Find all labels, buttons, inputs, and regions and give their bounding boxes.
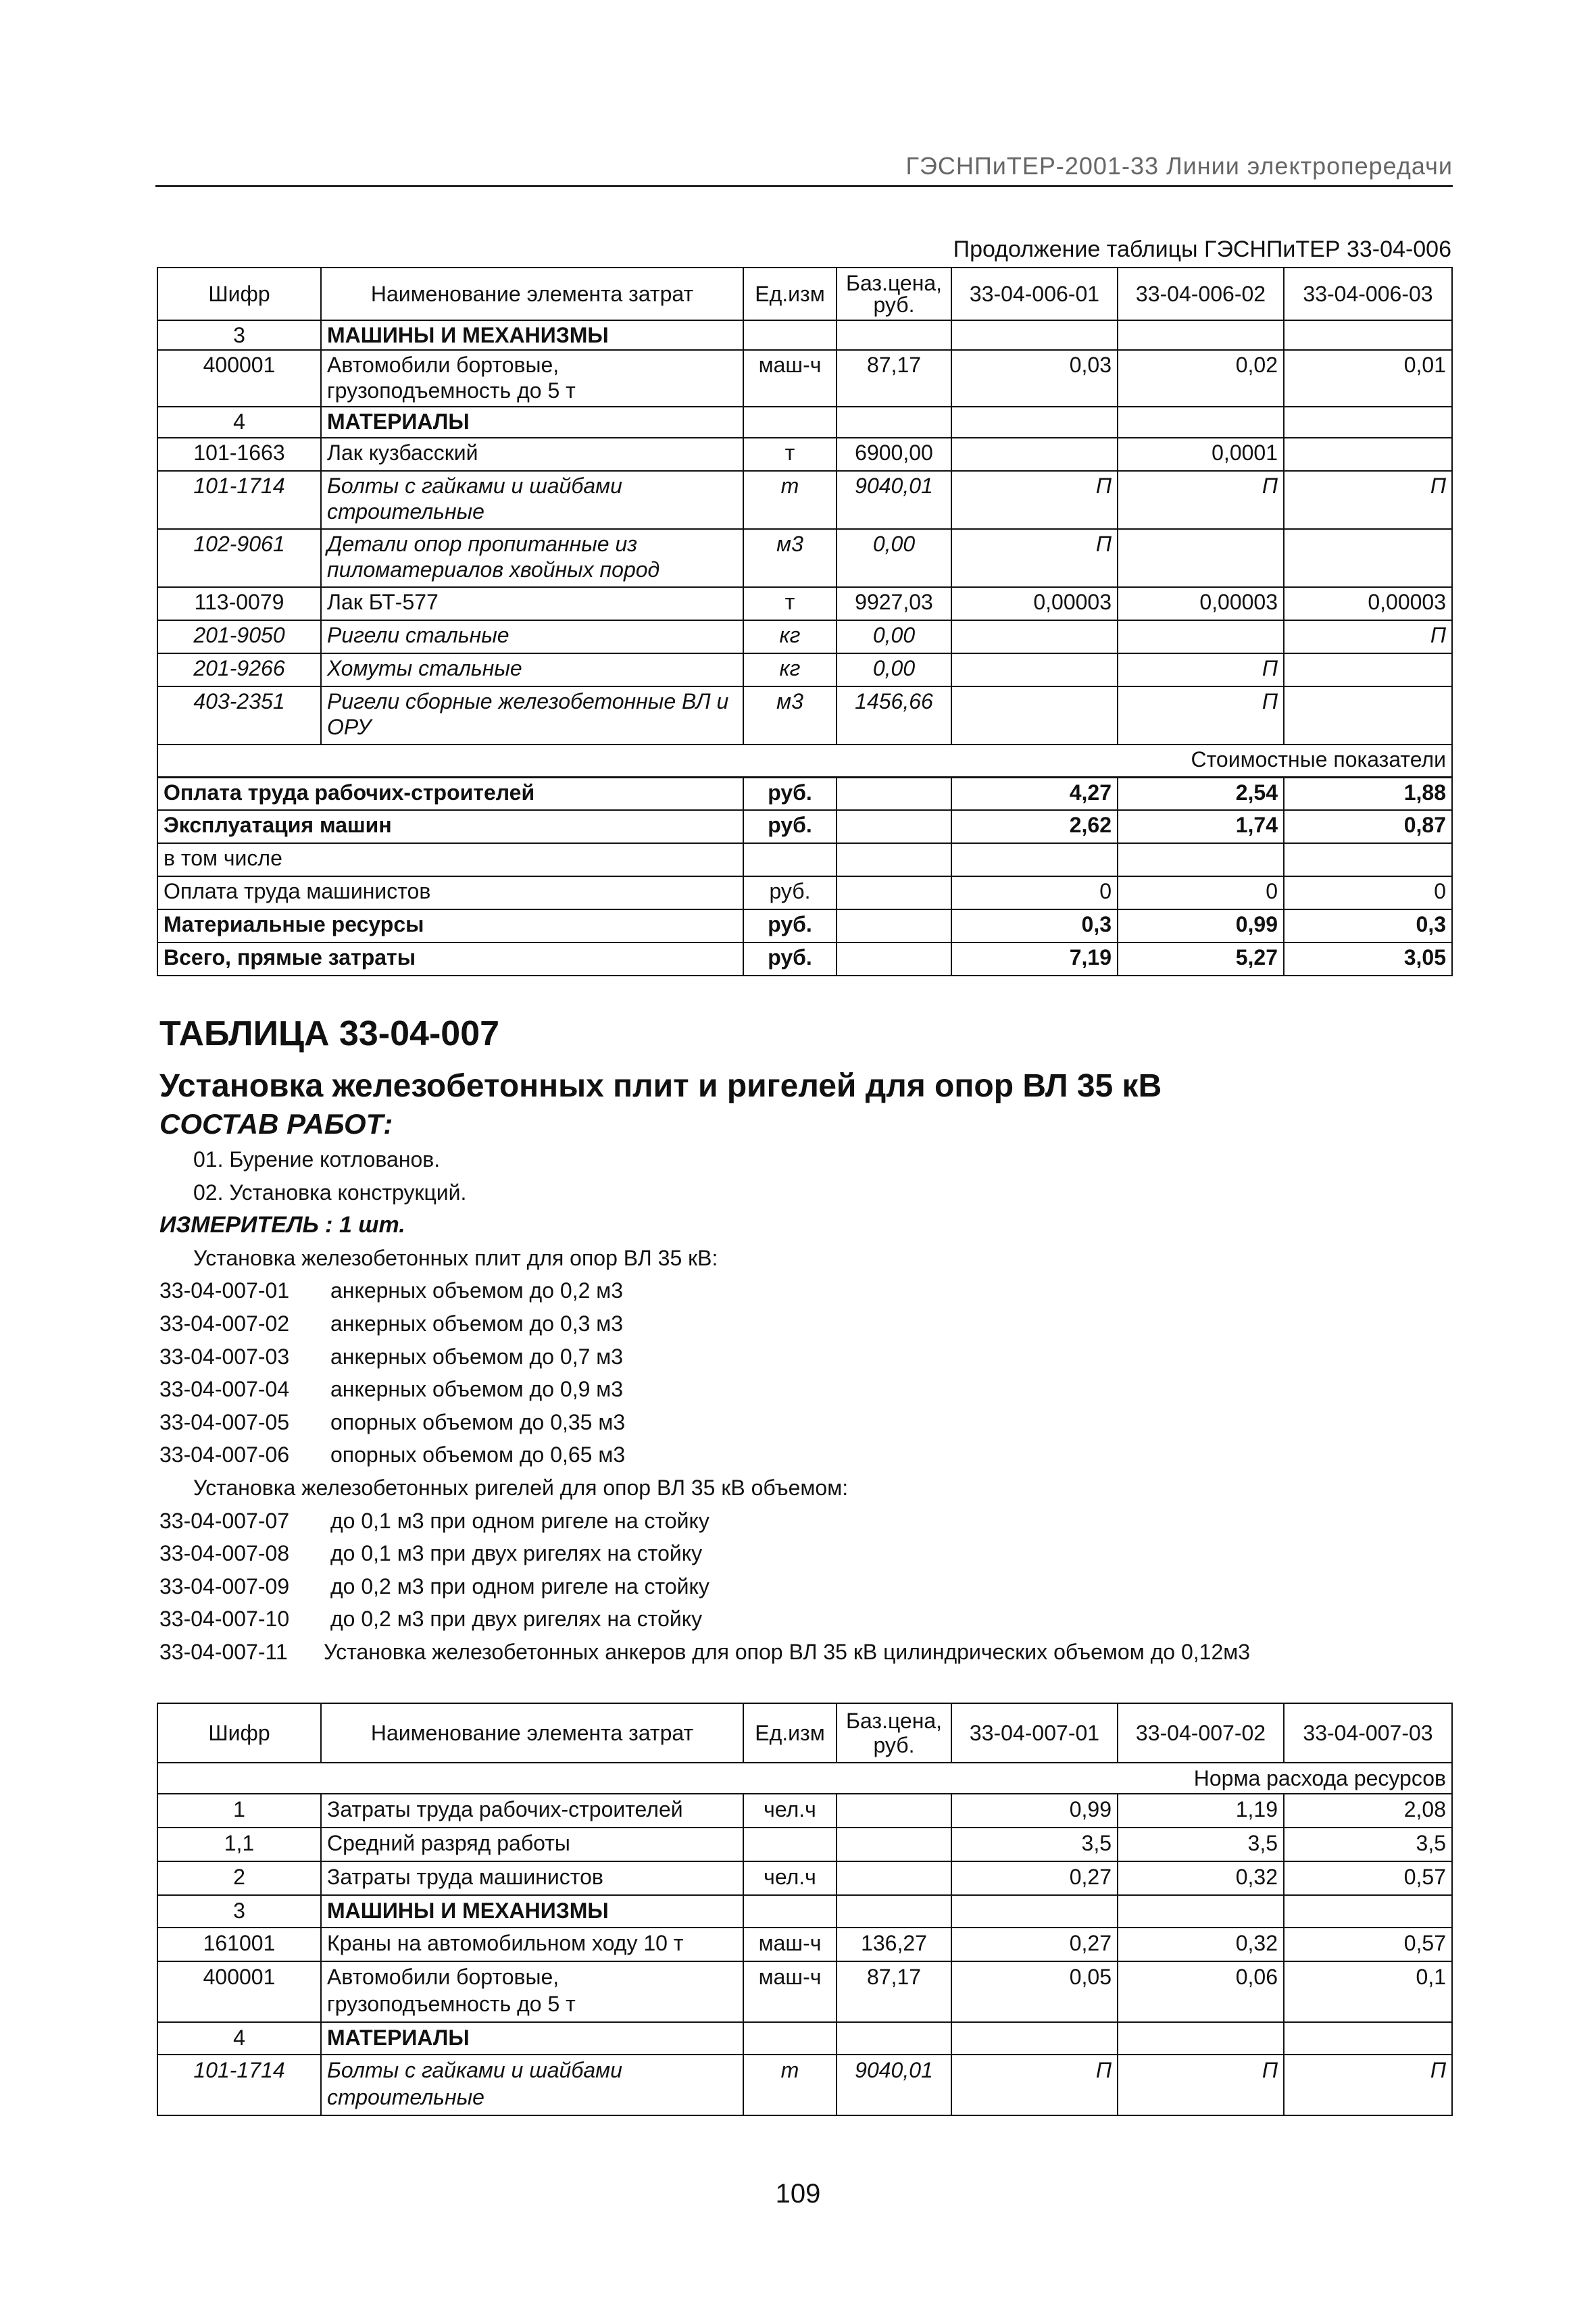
cost-unit	[743, 843, 837, 876]
item-code: 33-04-007-07	[159, 1508, 290, 1533]
cost-v1	[951, 843, 1118, 876]
table1-body	[157, 320, 1452, 976]
cost-price-empty	[837, 777, 951, 810]
cost-row	[157, 810, 1452, 843]
table-row	[157, 1828, 1452, 1861]
cell-price: 9040,01	[837, 2055, 951, 2115]
cost-v2: 0,99	[1118, 909, 1284, 942]
cell-v1: 0,27	[951, 1861, 1118, 1895]
list-item	[159, 1603, 1443, 1636]
cell-v3	[1284, 407, 1452, 438]
cell-name: Болты с гайками и шайбами строительные	[321, 471, 743, 529]
list-item	[159, 1340, 1443, 1374]
table-row	[157, 1928, 1452, 1961]
col-header-v2: 33-04-007-02	[1118, 1703, 1284, 1763]
cost-caption-row	[157, 745, 1452, 777]
cell-unit	[743, 2022, 837, 2055]
item-code: 33-04-007-08	[159, 1541, 290, 1566]
cost-unit: руб.	[743, 777, 837, 810]
col-header-v3: 33-04-006-03	[1284, 268, 1452, 320]
norm-caption: Норма расхода ресурсов	[157, 1763, 1452, 1794]
group2-title: Установка железобетонных ригелей для опор ВЛ 35 кВ объемом:	[193, 1475, 849, 1500]
cost-unit: руб.	[743, 942, 837, 976]
cell-v2	[1118, 2022, 1284, 2055]
table-row	[157, 438, 1452, 471]
list-item	[159, 1636, 1443, 1669]
list-item	[159, 1537, 1443, 1570]
cell-unit: т	[743, 438, 837, 471]
cell-v2	[1118, 529, 1284, 587]
col-header-code: Шифр	[157, 268, 321, 320]
cell-v3	[1284, 653, 1452, 686]
cell-name: Затраты труда рабочих-строителей	[321, 1794, 743, 1828]
cell-v2	[1118, 1895, 1284, 1928]
cost-unit: руб.	[743, 876, 837, 909]
cell-price: 9927,03	[837, 587, 951, 620]
table-continuation-caption: Продолжение таблицы ГЭСНПиТЕР 33-04-006	[953, 236, 1451, 262]
item-text: до 0,1 м3 при одном ригеле на стойку	[330, 1508, 709, 1533]
cell-name: Автомобили бортовые, грузоподъемность до 5 т	[321, 1961, 743, 2022]
cell-price: 1456,66	[837, 686, 951, 745]
cell-code: 2	[157, 1861, 321, 1895]
cost-price-empty	[837, 810, 951, 843]
cell-unit: маш-ч	[743, 350, 837, 407]
item-text: анкерных объемом до 0,7 м3	[330, 1344, 624, 1369]
item-text: до 0,1 м3 при двух ригелях на стойку	[330, 1541, 703, 1566]
cell-v1	[951, 2022, 1118, 2055]
cell-v3: 0,00003	[1284, 587, 1452, 620]
cell-v3: 0,57	[1284, 1928, 1452, 1961]
list-item	[159, 1274, 1443, 1307]
col-header-unit: Ед.изм	[743, 268, 837, 320]
item-code: 33-04-007-11	[159, 1639, 288, 1664]
cell-code: 3	[157, 320, 321, 350]
cell-price: 136,27	[837, 1928, 951, 1961]
cell-name: Ригели сборные железобетонные ВЛ и ОРУ	[321, 686, 743, 745]
col-header-v3: 33-04-007-03	[1284, 1703, 1452, 1763]
cost-v1: 7,19	[951, 942, 1118, 976]
cell-price: 9040,01	[837, 471, 951, 529]
cell-code: 101-1663	[157, 438, 321, 471]
cost-v3	[1284, 843, 1452, 876]
cell-price: 87,17	[837, 1961, 951, 2022]
cost-row	[157, 909, 1452, 942]
cell-unit: т	[743, 471, 837, 529]
resource-table-33-04-007	[157, 1703, 1453, 2116]
cell-unit: чел.ч	[743, 1794, 837, 1828]
table-row	[157, 350, 1452, 407]
cell-unit	[743, 1895, 837, 1928]
cell-price	[837, 1794, 951, 1828]
cost-v2	[1118, 843, 1284, 876]
cost-v3: 0,87	[1284, 810, 1452, 843]
col-header-name: Наименование элемента затрат	[321, 268, 743, 320]
table-row	[157, 686, 1452, 745]
list-item	[159, 1406, 1443, 1439]
cell-price	[837, 407, 951, 438]
table-row	[157, 529, 1452, 587]
work-item	[159, 1143, 1443, 1176]
col-header-name: Наименование элемента затрат	[321, 1703, 743, 1763]
table-row	[157, 1961, 1452, 2022]
cell-v2	[1118, 407, 1284, 438]
cell-unit: чел.ч	[743, 1861, 837, 1895]
table-row	[157, 1861, 1452, 1895]
cost-price-empty	[837, 909, 951, 942]
cost-row	[157, 876, 1452, 909]
cost-name: в том числе	[157, 843, 743, 876]
cell-v2: П	[1118, 2055, 1284, 2115]
cost-name: Всего, прямые затраты	[157, 942, 743, 976]
item-code: 33-04-007-01	[159, 1278, 290, 1303]
cell-code: 1	[157, 1794, 321, 1828]
table-row	[157, 1794, 1452, 1828]
cell-name: Хомуты стальные	[321, 653, 743, 686]
cost-v3: 0,3	[1284, 909, 1452, 942]
cell-v3: 2,08	[1284, 1794, 1452, 1828]
cell-name: Детали опор пропитанные из пиломатериалов хвойных пород	[321, 529, 743, 587]
cost-name: Оплата труда рабочих-строителей	[157, 777, 743, 810]
cost-name: Материальные ресурсы	[157, 909, 743, 942]
cell-v3: 3,5	[1284, 1828, 1452, 1861]
cell-v1: П	[951, 529, 1118, 587]
item-text: анкерных объемом до 0,3 м3	[330, 1311, 624, 1336]
cost-v3: 1,88	[1284, 777, 1452, 810]
table-row	[157, 620, 1452, 653]
item-code: 33-04-007-06	[159, 1442, 290, 1467]
cell-unit	[743, 320, 837, 350]
cell-v2	[1118, 320, 1284, 350]
cell-unit: т	[743, 2055, 837, 2115]
cost-v1: 4,27	[951, 777, 1118, 810]
cell-v1	[951, 438, 1118, 471]
col-header-v1: 33-04-006-01	[951, 268, 1118, 320]
cost-unit: руб.	[743, 810, 837, 843]
cell-name: Автомобили бортовые, грузоподъемность до 5 т	[321, 350, 743, 407]
cell-code: 4	[157, 2022, 321, 2055]
cell-code: 400001	[157, 1961, 321, 2022]
item-text: опорных объемом до 0,65 м3	[330, 1442, 626, 1467]
cell-code: 3	[157, 1895, 321, 1928]
table-row	[157, 2022, 1452, 2055]
table-header-row	[157, 1703, 1452, 1763]
cell-unit: кг	[743, 653, 837, 686]
cost-row	[157, 777, 1452, 810]
cell-code: 201-9266	[157, 653, 321, 686]
cell-v2: 0,06	[1118, 1961, 1284, 2022]
cell-price: 0,00	[837, 653, 951, 686]
list-item	[159, 1570, 1443, 1603]
cell-v3: П	[1284, 471, 1452, 529]
cell-v2: 0,0001	[1118, 438, 1284, 471]
cost-caption: Стоимостные показатели	[157, 745, 1452, 777]
cell-v1: П	[951, 471, 1118, 529]
cell-unit: м3	[743, 529, 837, 587]
table-row	[157, 1895, 1452, 1928]
cell-code: 113-0079	[157, 587, 321, 620]
cell-name: МАШИНЫ И МЕХАНИЗМЫ	[321, 320, 743, 350]
cell-v1	[951, 620, 1118, 653]
cell-code: 101-1714	[157, 471, 321, 529]
cell-code: 1,1	[157, 1828, 321, 1861]
cell-v1	[951, 1895, 1118, 1928]
cell-v1: 0,27	[951, 1928, 1118, 1961]
cell-v3	[1284, 320, 1452, 350]
list-item	[159, 1307, 1443, 1340]
cost-v1: 2,62	[951, 810, 1118, 843]
running-title: ГЭСНПиТЕР-2001-33 Линии электропередачи	[905, 152, 1453, 180]
col-header-price: Баз.цена, руб.	[837, 268, 951, 320]
list-item	[159, 1505, 1443, 1538]
cell-code: 400001	[157, 350, 321, 407]
cost-v2: 2,54	[1118, 777, 1284, 810]
cost-v2: 5,27	[1118, 942, 1284, 976]
list-item	[159, 1373, 1443, 1406]
table-row	[157, 2055, 1452, 2115]
cell-code: 161001	[157, 1928, 321, 1961]
group1-title: Установка железобетонных плит для опор ВЛ 35 кВ:	[193, 1245, 718, 1270]
cost-v2: 1,74	[1118, 810, 1284, 843]
cell-unit: м3	[743, 686, 837, 745]
cell-v3	[1284, 529, 1452, 587]
cell-v1	[951, 653, 1118, 686]
cell-v2: 0,02	[1118, 350, 1284, 407]
cost-price-empty	[837, 843, 951, 876]
cell-unit	[743, 1828, 837, 1861]
composition-label: СОСТАВ РАБОТ:	[159, 1108, 393, 1140]
cell-v3: П	[1284, 620, 1452, 653]
cell-code: 4	[157, 407, 321, 438]
cell-v1: 0,00003	[951, 587, 1118, 620]
cell-v2: 0,00003	[1118, 587, 1284, 620]
group-title	[159, 1472, 1443, 1505]
cost-name: Эксплуатация машин	[157, 810, 743, 843]
work-item	[159, 1176, 1443, 1209]
norm-caption-row	[157, 1763, 1452, 1794]
cell-v3	[1284, 686, 1452, 745]
resource-table-33-04-006	[157, 267, 1453, 976]
table-row	[157, 587, 1452, 620]
col-header-v1: 33-04-007-01	[951, 1703, 1118, 1763]
cell-unit: кг	[743, 620, 837, 653]
item-text: опорных объемом до 0,35 м3	[330, 1409, 626, 1434]
cell-v3: П	[1284, 2055, 1452, 2115]
item-text: анкерных объемом до 0,2 м3	[330, 1278, 624, 1303]
cell-name: МАШИНЫ И МЕХАНИЗМЫ	[321, 1895, 743, 1928]
cell-v3	[1284, 438, 1452, 471]
table-row	[157, 320, 1452, 350]
item-text: до 0,2 м3 при одном ригеле на стойку	[330, 1574, 709, 1599]
work-text: 01. Бурение котлованов.	[193, 1147, 441, 1172]
meter-label: ИЗМЕРИТЕЛЬ : 1 шт.	[159, 1212, 405, 1238]
meter-line	[159, 1209, 1443, 1242]
cell-price	[837, 1828, 951, 1861]
cell-v3	[1284, 1895, 1452, 1928]
cell-v1: 0,03	[951, 350, 1118, 407]
cell-code: 403-2351	[157, 686, 321, 745]
table-row	[157, 653, 1452, 686]
cell-code: 102-9061	[157, 529, 321, 587]
cost-row	[157, 942, 1452, 976]
cell-unit	[743, 407, 837, 438]
cell-price: 0,00	[837, 620, 951, 653]
cell-code: 101-1714	[157, 2055, 321, 2115]
page-number: 109	[775, 2179, 821, 2209]
cell-v2: П	[1118, 471, 1284, 529]
cell-name: МАТЕРИАЛЫ	[321, 407, 743, 438]
cell-v1	[951, 686, 1118, 745]
cell-v1: 0,05	[951, 1961, 1118, 2022]
item-code: 33-04-007-05	[159, 1409, 290, 1434]
cell-name: Затраты труда машинистов	[321, 1861, 743, 1895]
list-item	[159, 1438, 1443, 1472]
cell-price	[837, 1895, 951, 1928]
cell-v2: П	[1118, 653, 1284, 686]
work-text: 02. Установка конструкций.	[193, 1180, 467, 1205]
cell-price: 0,00	[837, 529, 951, 587]
cell-price	[837, 1861, 951, 1895]
cost-name: Оплата труда машинистов	[157, 876, 743, 909]
cell-name: МАТЕРИАЛЫ	[321, 2022, 743, 2055]
cell-code: 201-9050	[157, 620, 321, 653]
cell-name: Краны на автомобильном ходу 10 т	[321, 1928, 743, 1961]
cell-v1: 3,5	[951, 1828, 1118, 1861]
cell-v3	[1284, 2022, 1452, 2055]
col-header-code: Шифр	[157, 1703, 321, 1763]
cost-v1: 0	[951, 876, 1118, 909]
table-row	[157, 407, 1452, 438]
cost-v2: 0	[1118, 876, 1284, 909]
cell-v1: П	[951, 2055, 1118, 2115]
item-text: Установка железобетонных анкеров для опор ВЛ 35 кВ цилиндрических объемом до 0,12м3	[324, 1639, 1251, 1664]
cost-v3: 3,05	[1284, 942, 1452, 976]
cell-name: Болты с гайками и шайбами строительные	[321, 2055, 743, 2115]
cost-v3: 0	[1284, 876, 1452, 909]
cost-unit: руб.	[743, 909, 837, 942]
cell-price	[837, 2022, 951, 2055]
item-text: анкерных объемом до 0,9 м3	[330, 1377, 624, 1402]
cell-v3: 0,01	[1284, 350, 1452, 407]
cell-v2: 0,32	[1118, 1928, 1284, 1961]
cell-v1	[951, 407, 1118, 438]
item-code: 33-04-007-02	[159, 1311, 290, 1336]
table-name-title: Установка железобетонных плит и ригелей для опор ВЛ 35 кВ	[159, 1068, 1162, 1104]
cell-v2: 1,19	[1118, 1794, 1284, 1828]
cell-name: Лак кузбасский	[321, 438, 743, 471]
cell-price: 87,17	[837, 350, 951, 407]
cell-name: Средний разряд работы	[321, 1828, 743, 1861]
cost-row	[157, 843, 1452, 876]
col-header-price: Баз.цена, руб.	[837, 1703, 951, 1763]
cell-unit: маш-ч	[743, 1928, 837, 1961]
cell-v2: 3,5	[1118, 1828, 1284, 1861]
table-header-row	[157, 268, 1452, 320]
col-header-v2: 33-04-006-02	[1118, 268, 1284, 320]
cell-v1: 0,99	[951, 1794, 1118, 1828]
cell-v3: 0,1	[1284, 1961, 1452, 2022]
cell-v2: 0,32	[1118, 1861, 1284, 1895]
cell-price: 6900,00	[837, 438, 951, 471]
item-code: 33-04-007-10	[159, 1607, 290, 1632]
cell-unit: т	[743, 587, 837, 620]
item-code: 33-04-007-04	[159, 1377, 290, 1402]
cell-v2	[1118, 620, 1284, 653]
cell-name: Лак БТ-577	[321, 587, 743, 620]
cell-name: Ригели стальные	[321, 620, 743, 653]
group-title	[159, 1242, 1443, 1275]
work-description	[159, 1143, 1443, 1669]
table-row	[157, 471, 1452, 529]
table-code-title: ТАБЛИЦА 33-04-007	[159, 1014, 500, 1053]
cell-unit: маш-ч	[743, 1961, 837, 2022]
item-code: 33-04-007-03	[159, 1344, 290, 1369]
cost-price-empty	[837, 942, 951, 976]
cell-v2: П	[1118, 686, 1284, 745]
item-text: до 0,2 м3 при двух ригелях на стойку	[330, 1607, 703, 1632]
cost-price-empty	[837, 876, 951, 909]
item-code: 33-04-007-09	[159, 1574, 290, 1599]
cell-v1	[951, 320, 1118, 350]
running-header	[155, 152, 1453, 187]
cost-v1: 0,3	[951, 909, 1118, 942]
col-header-unit: Ед.изм	[743, 1703, 837, 1763]
cell-v3: 0,57	[1284, 1861, 1452, 1895]
cell-price	[837, 320, 951, 350]
